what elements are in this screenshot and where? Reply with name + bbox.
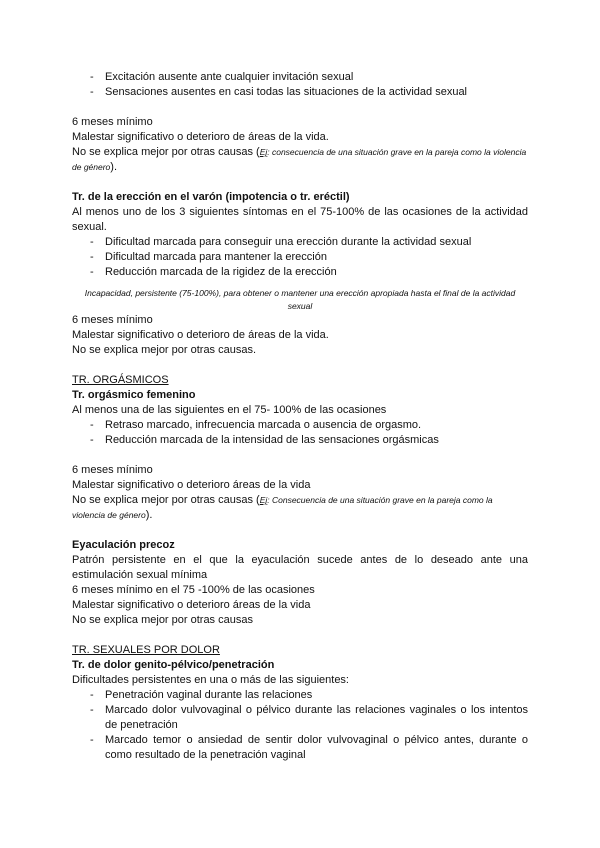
exclusion-criterion: No se explica mejor por otras causas. bbox=[72, 344, 257, 356]
min-duration: 6 meses mínimo bbox=[72, 116, 153, 128]
min-duration: 6 meses mínimo en el 75 -100% de las ocasiones bbox=[72, 584, 315, 596]
heading-erection: Tr. de la erección en el varón (impotencia o tr. eréctil) bbox=[72, 191, 350, 203]
list-item: - Marcado temor o ansiedad de sentir dolor vulvovaginal o pélvico antes, durante o como resultado de la penetración vaginal bbox=[72, 733, 528, 763]
list-item: - Dificultad marcada para conseguir una erección durante la actividad sexual bbox=[72, 235, 528, 250]
exclusion-criterion: No se explica mejor por otras causas bbox=[72, 614, 253, 626]
example-note: Ej: consecuencia de una situación grave en la pareja como la violencia de género bbox=[72, 147, 527, 172]
heading-premature-ejaculation: Eyaculación precoz bbox=[72, 539, 175, 551]
list-item: - Retraso marcado, infrecuencia marcada o ausencia de orgasmo. bbox=[72, 418, 528, 433]
distress-criterion: Malestar significativo o deterioro áreas de la vida bbox=[72, 599, 311, 611]
list-item: - Excitación ausente ante cualquier invitación sexual bbox=[72, 70, 528, 85]
pain-intro: Dificultades persistentes en una o más de las siguientes: bbox=[72, 674, 349, 686]
list-item: - Marcado dolor vulvovaginal o pélvico durante las relaciones vaginales o los intentos de penetración bbox=[72, 703, 528, 733]
section-sexual-pain: TR. SEXUALES POR DOLOR bbox=[72, 644, 220, 656]
distress-criterion: Malestar significativo o deterioro de áreas de la vida. bbox=[72, 329, 329, 341]
list-item: - Penetración vaginal durante las relaciones bbox=[72, 688, 528, 703]
min-duration: 6 meses mínimo bbox=[72, 464, 153, 476]
min-duration: 6 meses mínimo bbox=[72, 314, 153, 326]
exclusion-criterion: No se explica mejor por otras causas (Ej: Consecuencia de una situación grave en la pareja como la violencia de género). bbox=[72, 494, 493, 521]
heading-genito-pelvic-pain: Tr. de dolor genito-pélvico/penetración bbox=[72, 659, 275, 671]
erection-intro: Al menos uno de los 3 siguientes síntomas en el 75-100% de las ocasiones de la actividad sexual. bbox=[72, 206, 528, 233]
list-item: - Reducción marcada de la intensidad de las sensaciones orgásmicas bbox=[72, 433, 528, 448]
exclusion-criterion: No se explica mejor por otras causas (Ej: consecuencia de una situación grave en la pareja como la violencia de género). bbox=[72, 146, 527, 173]
section-orgasmic: TR. ORGÁSMICOS bbox=[72, 374, 169, 386]
list-item: - Dificultad marcada para mantener la erección bbox=[72, 250, 528, 265]
distress-criterion: Malestar significativo o deterioro de áreas de la vida. bbox=[72, 131, 329, 143]
document-page bbox=[72, 70, 528, 763]
erection-note: Incapacidad, persistente (75-100%), para obtener o mantener una erección apropiada hasta el final de la actividad sexual bbox=[84, 288, 516, 311]
premature-intro: Patrón persistente en el que la eyaculación sucede antes de lo deseado ante una estimulación sexual mínima bbox=[72, 554, 528, 581]
list-item: - Reducción marcada de la rigidez de la erección bbox=[72, 265, 528, 280]
heading-orgasmic-female: Tr. orgásmico femenino bbox=[72, 389, 196, 401]
distress-criterion: Malestar significativo o deterioro áreas de la vida bbox=[72, 479, 311, 491]
orgasmic-intro: Al menos una de las siguientes en el 75- 100% de las ocasiones bbox=[72, 404, 387, 416]
example-note: Ej: Consecuencia de una situación grave en la pareja como la violencia de género bbox=[72, 495, 493, 520]
list-item: - Sensaciones ausentes en casi todas las situaciones de la actividad sexual bbox=[72, 85, 528, 100]
